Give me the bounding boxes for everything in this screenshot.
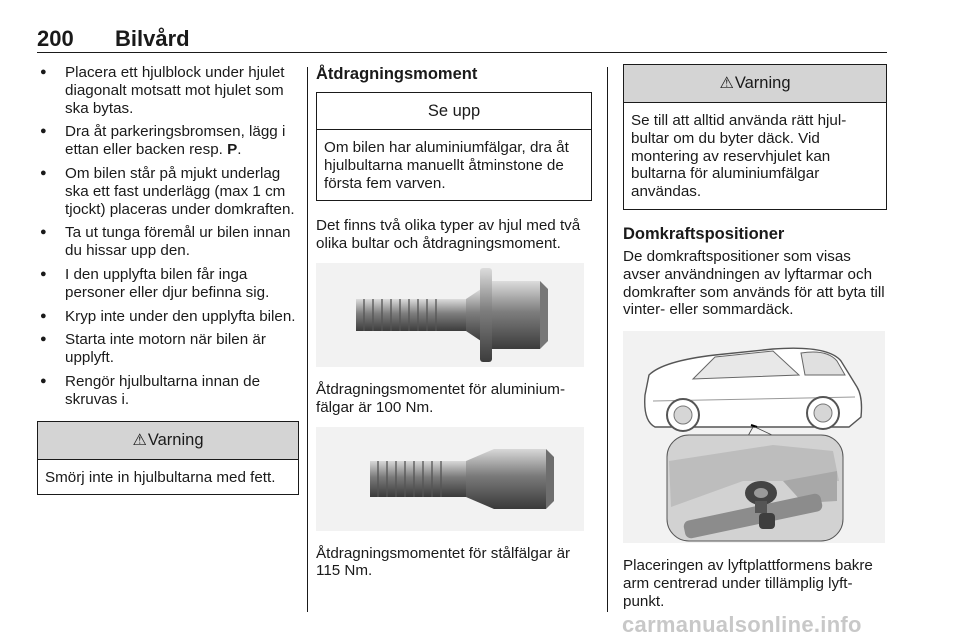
caution-text: Om bilen har aluminiumfälgar, dra åt hjulbultarna manuellt åtminstone de första fem varven.: [324, 139, 569, 192]
list-item: ● Om bilen står på mjukt underlag ska ett fast underlägg (max 1 cm tjockt) placeras under domkraften.: [37, 165, 299, 218]
gear-p-label: P: [227, 141, 238, 159]
jacking-intro: De domkraftspositioner som visas avser användningen av lyftarmar och domkrafter som används för att byta till vinter- eller sommardäck.: [623, 247, 885, 319]
jacking-caption: Placeringen av lyftplattformens bakre arm centrerad under tillämplig lyftpunkt.: [623, 557, 873, 610]
warning-box-grease: [37, 421, 299, 496]
jacking-point-figure: [623, 331, 887, 543]
tightening-torque-heading: Åtdragningsmoment: [316, 65, 478, 83]
list-item: ● Kryp inte under den upplyfta bilen.: [37, 308, 299, 326]
warning-triangle-icon: ⚠: [132, 431, 147, 449]
jacking-positions-heading: Domkraftspositioner: [623, 224, 785, 243]
column-divider-1: [307, 67, 308, 612]
warning-triangle-icon: ⚠: [719, 75, 734, 92]
caution-title: Se upp: [317, 93, 591, 130]
list-item: ● Rengör hjulbultarna innan de skruvas i.: [37, 373, 299, 409]
page-header: [37, 26, 887, 53]
steel-bolt-icon: [316, 427, 584, 531]
list-item: ● I den upplyfta bilen får inga personer eller djur befinna sig.: [37, 266, 299, 302]
warning-title: Varning: [734, 74, 791, 92]
list-item: ● Dra åt parkeringsbromsen, lägg i ettan eller backen resp. P.: [37, 123, 299, 159]
steel-torque-text: Åtdragningsmomentet för stålfälgar är 115 Nm.: [316, 544, 571, 580]
watermark: carmanualsonline.info: [622, 612, 862, 637]
steel-bolt-figure: [316, 427, 592, 531]
aluminium-bolt-figure: [316, 263, 592, 367]
car-jacking-point-icon: [623, 331, 885, 543]
list-item: ● Starta inte motorn när bilen är upplyft.: [37, 331, 299, 367]
warning-header: [624, 65, 886, 103]
list-item: ● Placera ett hjulblock under hjulet diagonalt motsatt mot hjulet som ska bytas.: [37, 64, 299, 117]
list-item: ● Ta ut tunga föremål ur bilen innan du hissar upp den.: [37, 224, 299, 260]
safety-bullet-list: [37, 64, 299, 409]
column-divider-2: [607, 67, 608, 612]
aluminium-torque-text: Åtdragningsmomentet för aluminiumfälgar är 100 Nm.: [316, 380, 566, 416]
warning-header: [38, 422, 298, 460]
column-2: [316, 64, 592, 590]
column-3: [623, 64, 887, 621]
torque-intro: Det finns två olika typer av hjul med två olika bultar och åtdragningsmoment.: [316, 217, 581, 253]
section-title: Bilvård: [115, 26, 190, 51]
column-1: [37, 64, 299, 511]
aluminium-bolt-icon: [316, 263, 584, 367]
warning-box-bolts: [623, 64, 887, 210]
warning-title: Varning: [147, 430, 204, 449]
warning-text: Smörj inte in hjulbultarna med fett.: [45, 468, 276, 486]
warning-text: Se till att alltid använda rätt hjulbultar om du byter däck. Vid montering av reservhjulet kan bultarna för aluminiumfälgar användas.: [631, 112, 847, 201]
caution-box: [316, 92, 592, 201]
page-number: 200: [37, 26, 74, 51]
